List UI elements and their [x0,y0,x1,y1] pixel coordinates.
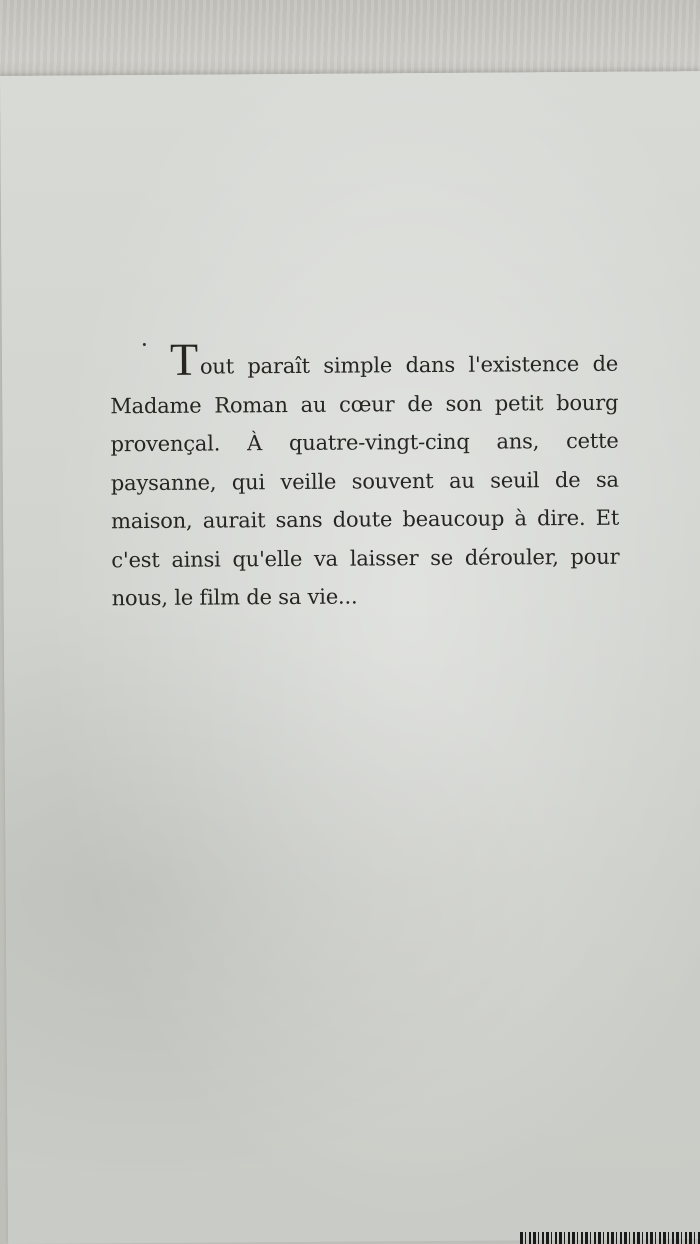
drop-cap: T [169,333,199,385]
book-page [0,71,700,1244]
barcode-edge [520,1232,700,1244]
paragraph-body: out paraît simple dans l'existence de Madame Roman au cœur de son petit bourg provençal. À quatre-vingt-cinq ans, cette paysanne, qui veille souvent au seuil de sa maison, aurait sans doute beaucoup à dire. Et c'est ainsi qu'elle va laisser se dérouler, pour nous, le film de sa vie... [110,351,620,611]
back-cover-text [110,333,620,618]
